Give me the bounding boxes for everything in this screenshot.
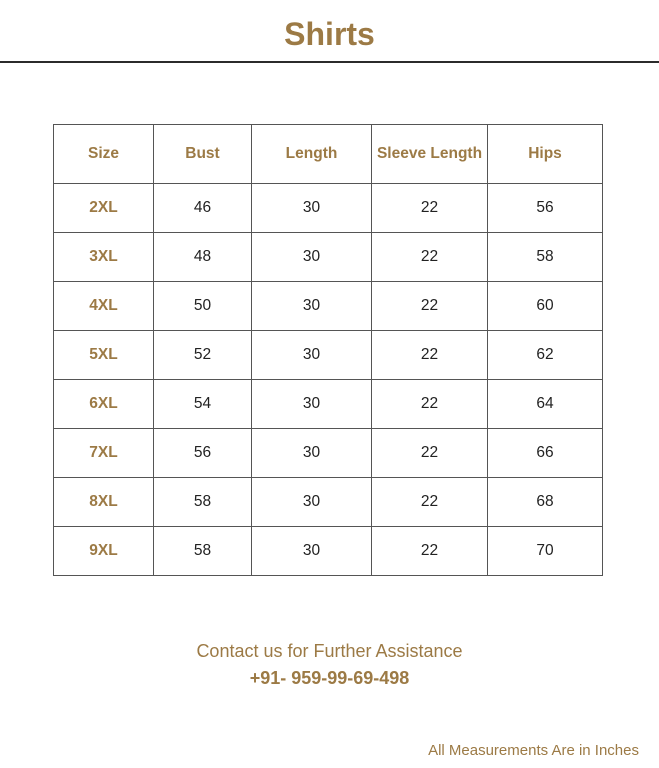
table-row (54, 282, 603, 331)
sleeve-length-cell: 22 (372, 429, 488, 478)
bust-cell: 56 (154, 429, 252, 478)
size-cell: 8XL (54, 478, 154, 527)
hips-cell: 66 (488, 429, 603, 478)
size-cell: 2XL (54, 184, 154, 233)
table-row (54, 429, 603, 478)
size-cell: 7XL (54, 429, 154, 478)
length-cell: 30 (252, 233, 372, 282)
table-body (54, 184, 603, 576)
bust-cell: 54 (154, 380, 252, 429)
length-cell: 30 (252, 478, 372, 527)
length-cell: 30 (252, 527, 372, 576)
bust-cell: 48 (154, 233, 252, 282)
hips-cell: 62 (488, 331, 603, 380)
table-row (54, 527, 603, 576)
page-title: Shirts (284, 16, 375, 52)
bust-cell: 46 (154, 184, 252, 233)
length-cell: 30 (252, 282, 372, 331)
sleeve-length-cell: 22 (372, 380, 488, 429)
hips-cell: 58 (488, 233, 603, 282)
size-cell: 9XL (54, 527, 154, 576)
contact-phone[interactable]: +91- 959-99-69-498 (249, 668, 410, 688)
sleeve-length-cell: 22 (372, 184, 488, 233)
hips-cell: 60 (488, 282, 603, 331)
bust-cell: 58 (154, 527, 252, 576)
header-hips: Hips (488, 125, 603, 184)
table-row (54, 331, 603, 380)
bust-cell: 50 (154, 282, 252, 331)
table-header (54, 125, 603, 184)
length-cell: 30 (252, 380, 372, 429)
bust-cell: 52 (154, 331, 252, 380)
header-row (54, 125, 603, 184)
hips-cell: 70 (488, 527, 603, 576)
size-cell: 5XL (54, 331, 154, 380)
title-divider (0, 61, 659, 63)
hips-cell: 68 (488, 478, 603, 527)
hips-cell: 56 (488, 184, 603, 233)
contact-text: Contact us for Further Assistance (196, 641, 463, 661)
table-row (54, 478, 603, 527)
bust-cell: 58 (154, 478, 252, 527)
header-length: Length (252, 125, 372, 184)
sleeve-length-cell: 22 (372, 527, 488, 576)
sleeve-length-cell: 22 (372, 282, 488, 331)
table-row (54, 184, 603, 233)
sleeve-length-cell: 22 (372, 233, 488, 282)
header-sleeve-length: Sleeve Length (372, 125, 488, 184)
length-cell: 30 (252, 331, 372, 380)
length-cell: 30 (252, 184, 372, 233)
size-chart-table (53, 124, 603, 576)
size-cell: 3XL (54, 233, 154, 282)
table-row (54, 233, 603, 282)
header-size: Size (54, 125, 154, 184)
sleeve-length-cell: 22 (372, 331, 488, 380)
length-cell: 30 (252, 429, 372, 478)
sleeve-length-cell: 22 (372, 478, 488, 527)
size-cell: 4XL (54, 282, 154, 331)
table-row (54, 380, 603, 429)
header-bust: Bust (154, 125, 252, 184)
size-cell: 6XL (54, 380, 154, 429)
measurement-note: All Measurements Are in Inches (428, 742, 639, 759)
hips-cell: 64 (488, 380, 603, 429)
